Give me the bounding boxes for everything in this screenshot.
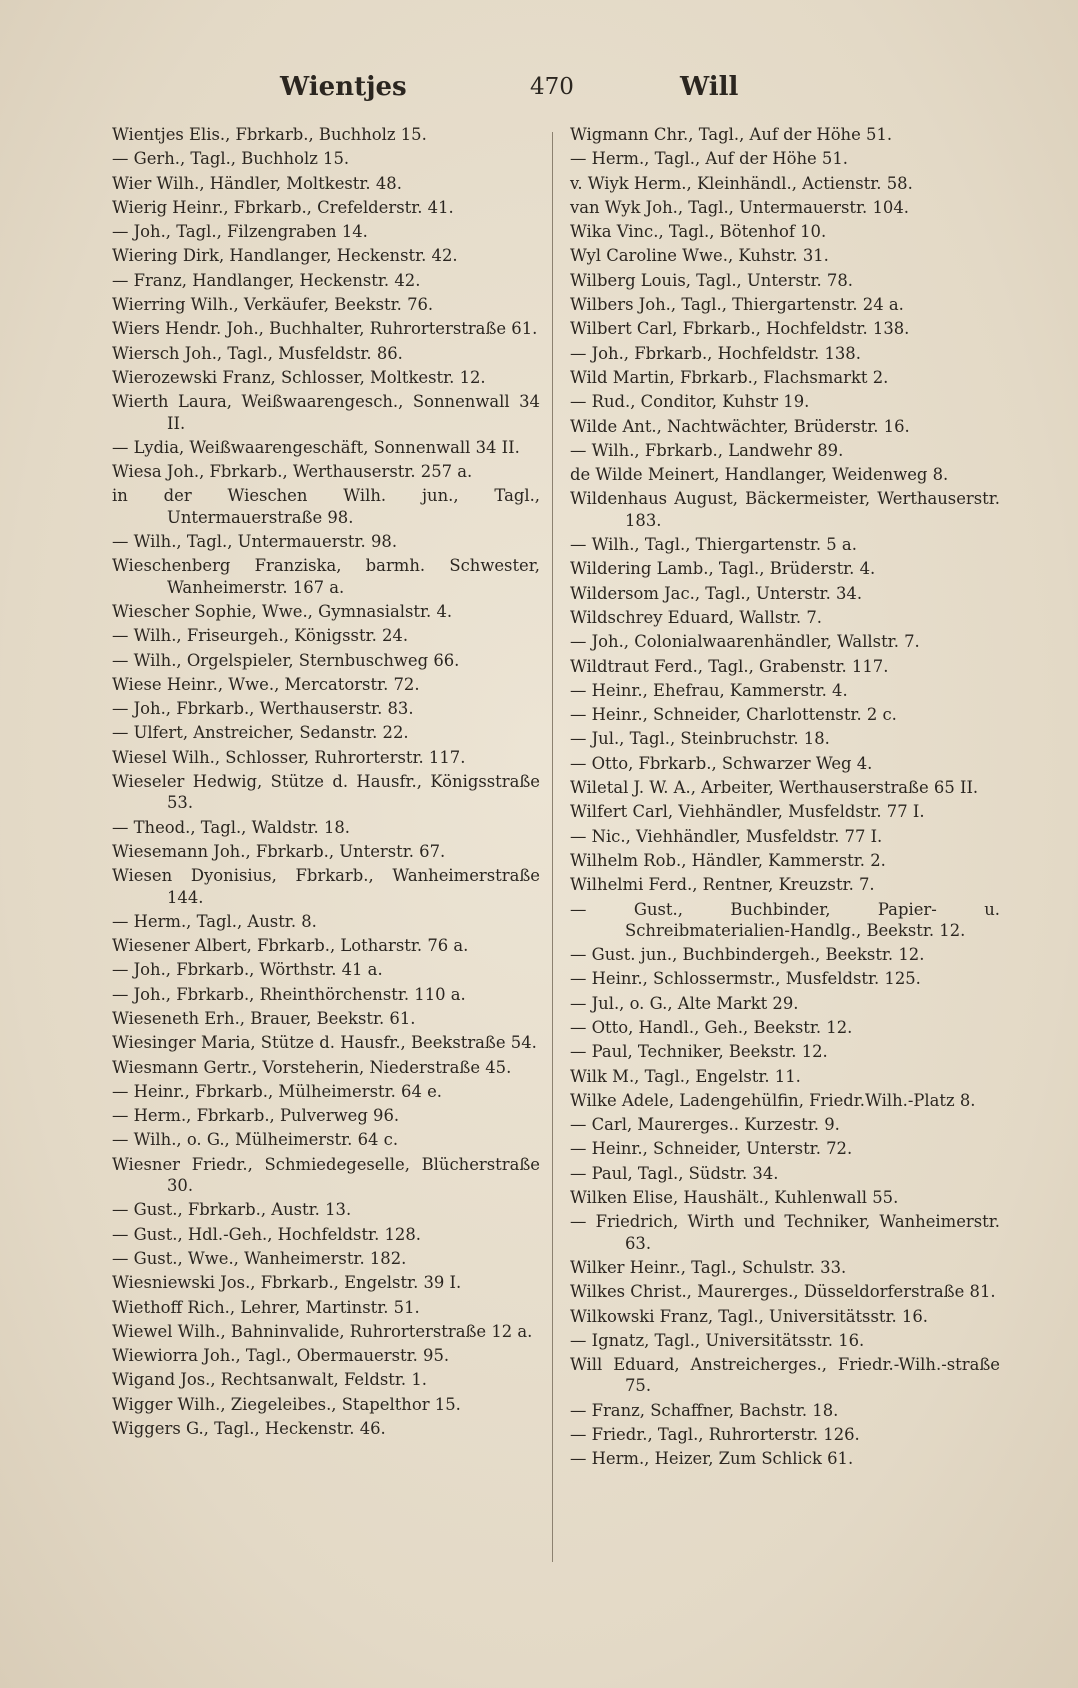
directory-entry: — Gust., Buchbinder, Papier- u. Schreibmaterialien-Handlg., Beekstr. 12. [570, 899, 1000, 940]
directory-entry: Wilde Ant., Nachtwächter, Brüderstr. 16. [570, 416, 910, 436]
directory-entry: Wieschenberg Franziska, barmh. Schwester, Wanheimerstr. 167 a. [112, 556, 540, 597]
directory-entry: — Joh., Fbrkarb., Werthauserstr. 83. [112, 699, 414, 719]
directory-entry: Wiering Dirk, Handlanger, Heckenstr. 42. [112, 246, 458, 266]
directory-entry: Wigger Wilh., Ziegeleibes., Stapelthor 15. [112, 1394, 461, 1414]
directory-entry: Wiesinger Maria, Stütze d. Hausfr., Beekstraße 54. [112, 1033, 537, 1053]
directory-entry: Wilbert Carl, Fbrkarb., Hochfeldstr. 138. [570, 319, 910, 339]
directory-entry: — Herm., Tagl., Austr. 8. [112, 911, 317, 931]
directory-entry: — Nic., Viehhändler, Musfeldstr. 77 I. [570, 826, 883, 846]
directory-entry: — Gerh., Tagl., Buchholz 15. [112, 149, 350, 169]
directory-entry: Wiesmann Gertr., Vorsteherin, Niederstraße 45. [112, 1057, 512, 1077]
directory-entry: — Theod., Tagl., Waldstr. 18. [112, 817, 351, 837]
directory-entry: Wiesel Wilh., Schlosser, Ruhrorterstr. 117. [112, 747, 466, 767]
directory-entry: Wiesa Joh., Fbrkarb., Werthauserstr. 257 a. [112, 462, 473, 482]
directory-entry: — Heinr., Fbrkarb., Mülheimerstr. 64 e. [112, 1081, 443, 1101]
directory-entry: Wildschrey Eduard, Wallstr. 7. [570, 607, 822, 627]
directory-entry: Wiers Hendr. Joh., Buchhalter, Ruhrorterstraße 61. [112, 319, 538, 339]
directory-entry: Wiggers G., Tagl., Heckenstr. 46. [112, 1419, 386, 1439]
directory-entry: Will Eduard, Anstreicherges., Friedr.-Wilh.-straße 75. [570, 1355, 1000, 1396]
directory-entry: — Jul., o. G., Alte Markt 29. [570, 993, 799, 1013]
running-header [110, 72, 990, 112]
directory-entry: Wilk M., Tagl., Engelstr. 11. [570, 1066, 801, 1086]
directory-entry: — Wilh., Fbrkarb., Landwehr 89. [570, 440, 844, 460]
directory-entry: Wilkowski Franz, Tagl., Universitätsstr. 16. [570, 1306, 928, 1326]
directory-entry: — Wilh., Orgelspieler, Sternbuschweg 66. [112, 650, 460, 670]
directory-entry: — Jul., Tagl., Steinbruchstr. 18. [570, 729, 830, 749]
directory-entry: — Ulfert, Anstreicher, Sedanstr. 22. [112, 723, 409, 743]
directory-entry: — Heinr., Ehefrau, Kammerstr. 4. [570, 680, 848, 700]
directory-entry: — Paul, Techniker, Beekstr. 12. [570, 1042, 828, 1062]
directory-entry: Wilfert Carl, Viehhändler, Musfeldstr. 77 I. [570, 802, 925, 822]
directory-entry: Wilke Adele, Ladengehülfin, Friedr.Wilh.-Platz 8. [570, 1090, 976, 1110]
directory-entry: van Wyk Joh., Tagl., Untermauerstr. 104. [570, 197, 909, 217]
directory-entry: Wildering Lamb., Tagl., Brüderstr. 4. [570, 559, 876, 579]
directory-entry: Wiesniewski Jos., Fbrkarb., Engelstr. 39 I. [112, 1273, 462, 1293]
directory-entry: Wildersom Jac., Tagl., Unterstr. 34. [570, 583, 863, 603]
header-first-name: Wientjes [280, 72, 407, 102]
directory-entry: — Wilh., Friseurgeh., Königsstr. 24. [112, 626, 409, 646]
directory-entry: Wierth Laura, Weißwaarengesch., Sonnenwall 34 II. [112, 392, 540, 433]
directory-entry: Wiersch Joh., Tagl., Musfeldstr. 86. [112, 343, 403, 363]
directory-entry: Wilbers Joh., Tagl., Thiergartenstr. 24 a. [570, 295, 904, 315]
directory-entry: — Joh., Fbrkarb., Wörthstr. 41 a. [112, 960, 383, 980]
directory-entry: Wilker Heinr., Tagl., Schulstr. 33. [570, 1257, 847, 1277]
right-column [570, 124, 1000, 1473]
directory-entry: Wilken Elise, Haushält., Kuhlenwall 55. [570, 1188, 899, 1208]
directory-entry: — Paul, Tagl., Südstr. 34. [570, 1163, 779, 1183]
left-column [112, 124, 540, 1442]
directory-entry: Wiletal J. W. A., Arbeiter, Werthauserstraße 65 II. [570, 778, 979, 798]
directory-entry: — Herm., Fbrkarb., Pulverweg 96. [112, 1106, 400, 1126]
directory-entry: — Lydia, Weißwaarengeschäft, Sonnenwall 34 II. [112, 437, 520, 457]
directory-entry: — Franz, Handlanger, Heckenstr. 42. [112, 270, 421, 290]
directory-entry: Wierig Heinr., Fbrkarb., Crefelderstr. 41. [112, 197, 454, 217]
directory-entry: Wiesner Friedr., Schmiedegeselle, Blücherstraße 30. [112, 1154, 540, 1196]
directory-entry: Wilhelmi Ferd., Rentner, Kreuzstr. 7. [570, 875, 875, 895]
directory-entry: — Franz, Schaffner, Bachstr. 18. [570, 1400, 839, 1420]
directory-entry: Wierring Wilh., Verkäufer, Beekstr. 76. [112, 295, 434, 315]
directory-entry: in der Wieschen Wilh. jun., Tagl., Untermauerstraße 98. [112, 486, 540, 527]
directory-entry: — Friedr., Tagl., Ruhrorterstr. 126. [570, 1425, 860, 1445]
directory-entry: — Carl, Maurerges.. Kurzestr. 9. [570, 1115, 840, 1135]
directory-entry: — Wilh., Tagl., Untermauerstr. 98. [112, 532, 398, 552]
directory-entry: v. Wiyk Herm., Kleinhändl., Actienstr. 58. [570, 173, 913, 193]
directory-entry: — Joh., Tagl., Filzengraben 14. [112, 222, 368, 242]
directory-entry: Wilhelm Rob., Händler, Kammerstr. 2. [570, 850, 886, 870]
directory-entry: — Gust., Hdl.-Geh., Hochfeldstr. 128. [112, 1224, 421, 1244]
directory-entry: — Rud., Conditor, Kuhstr 19. [570, 392, 810, 412]
directory-entry: Wierozewski Franz, Schlosser, Moltkestr. 12. [112, 367, 486, 387]
directory-entry: — Gust. jun., Buchbindergeh., Beekstr. 12. [570, 945, 925, 965]
column-divider [552, 132, 553, 1562]
directory-entry: — Joh., Fbrkarb., Hochfeldstr. 138. [570, 343, 861, 363]
directory-entry: — Herm., Tagl., Auf der Höhe 51. [570, 149, 848, 169]
directory-entry: Wiesen Dyonisius, Fbrkarb., Wanheimerstraße 144. [112, 866, 540, 907]
directory-entry: Wiese Heinr., Wwe., Mercatorstr. 72. [112, 674, 420, 694]
directory-entry: — Joh., Colonialwaarenhändler, Wallstr. 7. [570, 632, 920, 652]
directory-entry: Wientjes Elis., Fbrkarb., Buchholz 15. [112, 125, 427, 144]
directory-entry: — Wilh., Tagl., Thiergartenstr. 5 a. [570, 535, 857, 555]
directory-entry: — Friedrich, Wirth und Techniker, Wanheimerstr. 63. [570, 1212, 1000, 1253]
directory-entry: Wiesemann Joh., Fbrkarb., Unterstr. 67. [112, 841, 446, 861]
directory-entry: Wiesener Albert, Fbrkarb., Lotharstr. 76 a. [112, 936, 469, 956]
directory-entry: Wieseler Hedwig, Stütze d. Hausfr., Königsstraße 53. [112, 772, 540, 813]
directory-entry: Wild Martin, Fbrkarb., Flachsmarkt 2. [570, 367, 889, 387]
directory-entry: — Herm., Heizer, Zum Schlick 61. [570, 1449, 854, 1469]
header-last-name: Will [680, 72, 739, 102]
directory-entry: de Wilde Meinert, Handlanger, Weidenweg 8. [570, 465, 949, 485]
directory-entry: — Ignatz, Tagl., Universitätsstr. 16. [570, 1330, 865, 1350]
directory-entry: Wiescher Sophie, Wwe., Gymnasialstr. 4. [112, 601, 453, 621]
directory-entry: Wilkes Christ., Maurerges., Düsseldorferstraße 81. [570, 1282, 996, 1302]
directory-entry: — Gust., Fbrkarb., Austr. 13. [112, 1200, 352, 1220]
page-number: 470 [530, 74, 574, 100]
directory-entry: — Heinr., Schlossermstr., Musfeldstr. 125. [570, 969, 921, 989]
directory-entry: Wier Wilh., Händler, Moltkestr. 48. [112, 173, 402, 193]
directory-entry: Wiewel Wilh., Bahninvalide, Ruhrorterstraße 12 a. [112, 1321, 533, 1341]
directory-entry: Wildenhaus August, Bäckermeister, Werthauserstr. 183. [570, 489, 1000, 530]
directory-entry: — Otto, Fbrkarb., Schwarzer Weg 4. [570, 753, 873, 773]
directory-entry: — Heinr., Schneider, Charlottenstr. 2 c. [570, 705, 897, 725]
directory-entry: — Gust., Wwe., Wanheimerstr. 182. [112, 1248, 407, 1268]
directory-entry: Wyl Caroline Wwe., Kuhstr. 31. [570, 246, 829, 266]
directory-entry: — Joh., Fbrkarb., Rheinthörchenstr. 110 a. [112, 984, 466, 1004]
directory-entry: — Otto, Handl., Geh., Beekstr. 12. [570, 1017, 853, 1037]
directory-entry: Wilberg Louis, Tagl., Unterstr. 78. [570, 270, 853, 290]
directory-entry: Wieseneth Erh., Brauer, Beekstr. 61. [112, 1008, 416, 1028]
directory-entry: — Wilh., o. G., Mülheimerstr. 64 c. [112, 1130, 399, 1150]
directory-entry: Wiethoff Rich., Lehrer, Martinstr. 51. [112, 1297, 420, 1317]
directory-entry: Wildtraut Ferd., Tagl., Grabenstr. 117. [570, 656, 889, 676]
directory-entry: Wigmann Chr., Tagl., Auf der Höhe 51. [570, 125, 893, 144]
directory-entry: — Heinr., Schneider, Unterstr. 72. [570, 1139, 853, 1159]
directory-entry: Wiewiorra Joh., Tagl., Obermauerstr. 95. [112, 1346, 450, 1366]
directory-entry: Wigand Jos., Rechtsanwalt, Feldstr. 1. [112, 1370, 427, 1390]
directory-entry: Wika Vinc., Tagl., Bötenhof 10. [570, 222, 827, 242]
